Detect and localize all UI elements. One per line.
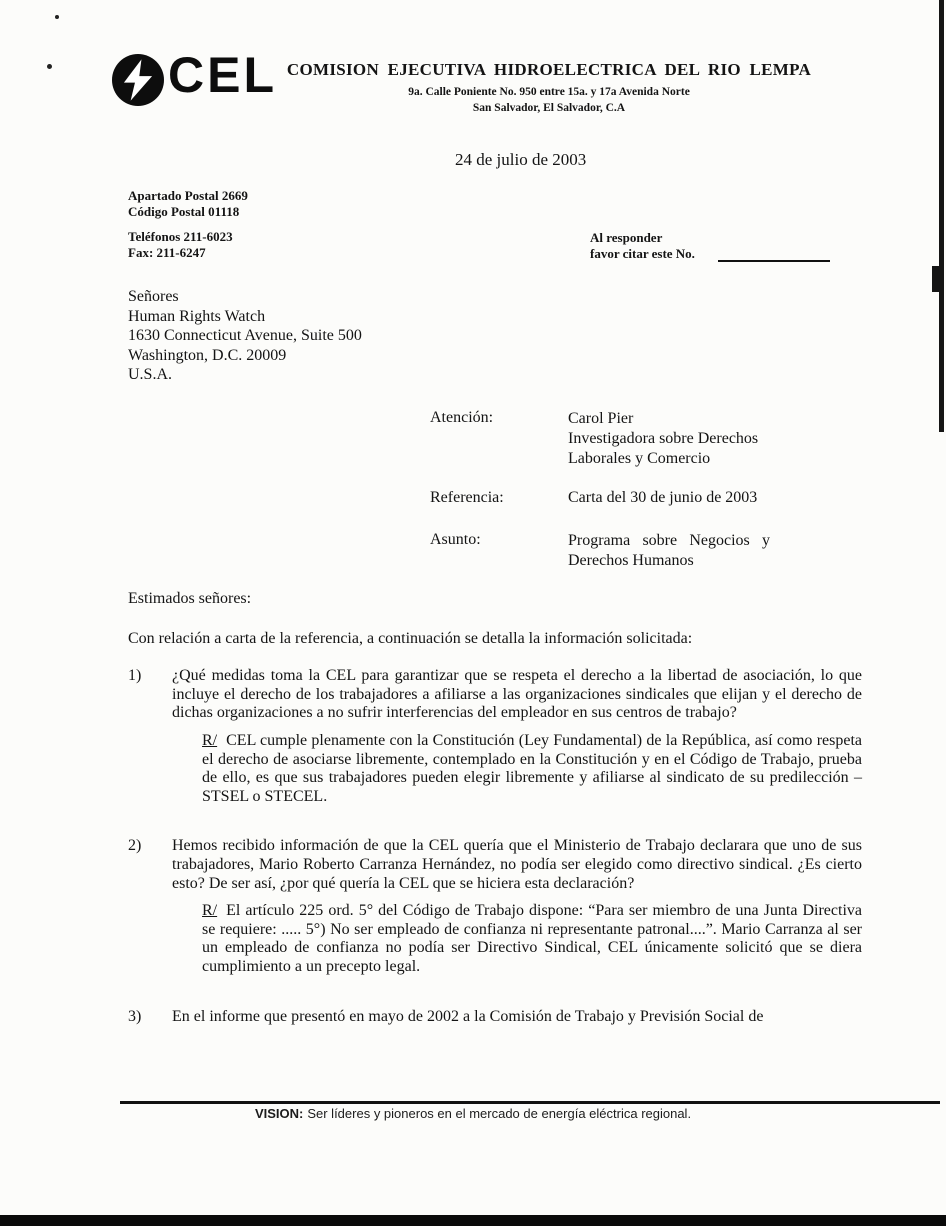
answer-text: El artículo 225 ord. 5° del Código de Trabajo dispone: “Para ser miembro de una Junta Directiva se requiere: ..... 5°) No ser empleado de confianza ni representante patronal....”. Mario Carranza al ser un empleado de confianza no podía ser Directivo Sindical, CEL únicamente solicitó que se diera cumplimiento a un precepto legal. bbox=[202, 902, 862, 975]
reply-note bbox=[590, 230, 695, 262]
org-address-line2: San Salvador, El Salvador, C.A bbox=[472, 102, 626, 114]
org-address-line1: 9a. Calle Poniente No. 950 entre 15a. y 17a Avenida Norte bbox=[408, 86, 690, 98]
scan-artifact-right-edge bbox=[932, 266, 939, 292]
reply-note-line1: Al responder bbox=[590, 230, 663, 245]
fax: Fax: 211-6247 bbox=[128, 245, 206, 260]
item-number: 3) bbox=[128, 1007, 142, 1025]
letter-date: 24 de julio de 2003 bbox=[455, 150, 587, 169]
item-number: 2) bbox=[128, 837, 142, 855]
footer-vision bbox=[0, 1106, 946, 1121]
codigo-postal: Código Postal 01118 bbox=[128, 204, 240, 219]
answer-2 bbox=[202, 902, 862, 976]
answer-1 bbox=[202, 732, 862, 806]
question-text: Hemos recibido información de que la CEL quería que el Ministerio de Trabajo declarara que uno de sus trabajadores, Mario Roberto Carranza Hernández, no podía ser elegido como directivo sindical. ¿Es cierto esto? De ser así, ¿por qué quería la CEL que se hiciera esta declaración? bbox=[172, 837, 862, 892]
reference-value: Carta del 30 de junio de 2003 bbox=[568, 489, 758, 506]
question-item-1 bbox=[128, 667, 862, 723]
scan-artifact-bottom-bar bbox=[0, 1215, 946, 1226]
telefonos: Teléfonos 211-6023 bbox=[128, 229, 233, 244]
salutation: Estimados señores: bbox=[128, 590, 252, 607]
attention-line: Investigadora sobre Derechos bbox=[568, 430, 759, 447]
vision-text: Ser líderes y pioneros en el mercado de energía eléctrica regional. bbox=[307, 1106, 692, 1121]
recipient-line: Washington, D.C. 20009 bbox=[128, 346, 287, 364]
attention-value bbox=[568, 409, 758, 469]
cel-logo-text: CEL bbox=[168, 47, 277, 103]
recipient-line: Señores bbox=[128, 288, 179, 305]
recipient-line: U.S.A. bbox=[128, 366, 173, 383]
reply-number-blank-line bbox=[718, 260, 830, 262]
reply-note-line2: favor citar este No. bbox=[590, 246, 695, 261]
recipient-address bbox=[128, 287, 362, 385]
answer-text: CEL cumple plenamente con la Constitución (Ley Fundamental) de la República, así como respeta el derecho de asociarse libremente, contemplado en la Constitución y en el Código de Trabajo, prueba de ello, es que sus trabajadores pueden elegir libremente y afiliarse al sindicato de su predilección – STSEL o STECEL. bbox=[202, 731, 862, 805]
answer-prefix: R/ bbox=[202, 731, 218, 749]
subject-line: Programa sobre Negocios y bbox=[568, 532, 770, 549]
scan-artifact-right-edge bbox=[939, 0, 944, 432]
recipient-line: Human Rights Watch bbox=[128, 307, 266, 325]
attention-label: Atención: bbox=[430, 409, 494, 426]
scan-artifact-dot bbox=[55, 15, 59, 19]
phone-block bbox=[128, 229, 233, 261]
footer-divider bbox=[120, 1101, 940, 1104]
spacer bbox=[128, 994, 862, 1008]
question-item-2 bbox=[128, 837, 862, 893]
attention-line: Carol Pier bbox=[568, 410, 634, 427]
intro-paragraph: Con relación a carta de la referencia, a continuación se detalla la información solicitada: bbox=[128, 629, 693, 647]
spacer bbox=[128, 823, 862, 837]
scan-artifact-dot bbox=[47, 64, 52, 69]
answer-prefix: R/ bbox=[202, 902, 218, 920]
org-name: COMISION EJECUTIVA HIDROELECTRICA DEL RIO LEMPA bbox=[286, 60, 812, 79]
recipient-line: 1630 Connecticut Avenue, Suite 500 bbox=[128, 327, 362, 344]
letter-body bbox=[128, 590, 862, 1026]
subject-label: Asunto: bbox=[430, 531, 481, 548]
reference-label: Referencia: bbox=[430, 489, 504, 506]
question-text: ¿Qué medidas toma la CEL para garantizar que se respeta el derecho a la libertad de asociación, lo que incluye el derecho de los trabajadores a afiliarse a las organizaciones sindicales que elijan y el derecho de dichas organizaciones a no sufrir interferencias del empleador en sus centros de trabajo? bbox=[172, 667, 862, 722]
vision-label: VISION: bbox=[254, 1106, 304, 1121]
item-number: 1) bbox=[128, 667, 142, 685]
attention-line: Laborales y Comercio bbox=[568, 450, 711, 467]
postal-block bbox=[128, 188, 248, 220]
question-item-3 bbox=[128, 1008, 862, 1027]
question-text: En el informe que presentó en mayo de 2002 a la Comisión de Trabajo y Previsión Social de bbox=[172, 1007, 764, 1025]
subject-line: Derechos Humanos bbox=[568, 552, 694, 569]
subject-value bbox=[568, 531, 770, 571]
apartado-postal: Apartado Postal 2669 bbox=[128, 188, 248, 203]
cel-logo bbox=[112, 54, 164, 106]
lightning-bolt-icon bbox=[112, 54, 164, 106]
